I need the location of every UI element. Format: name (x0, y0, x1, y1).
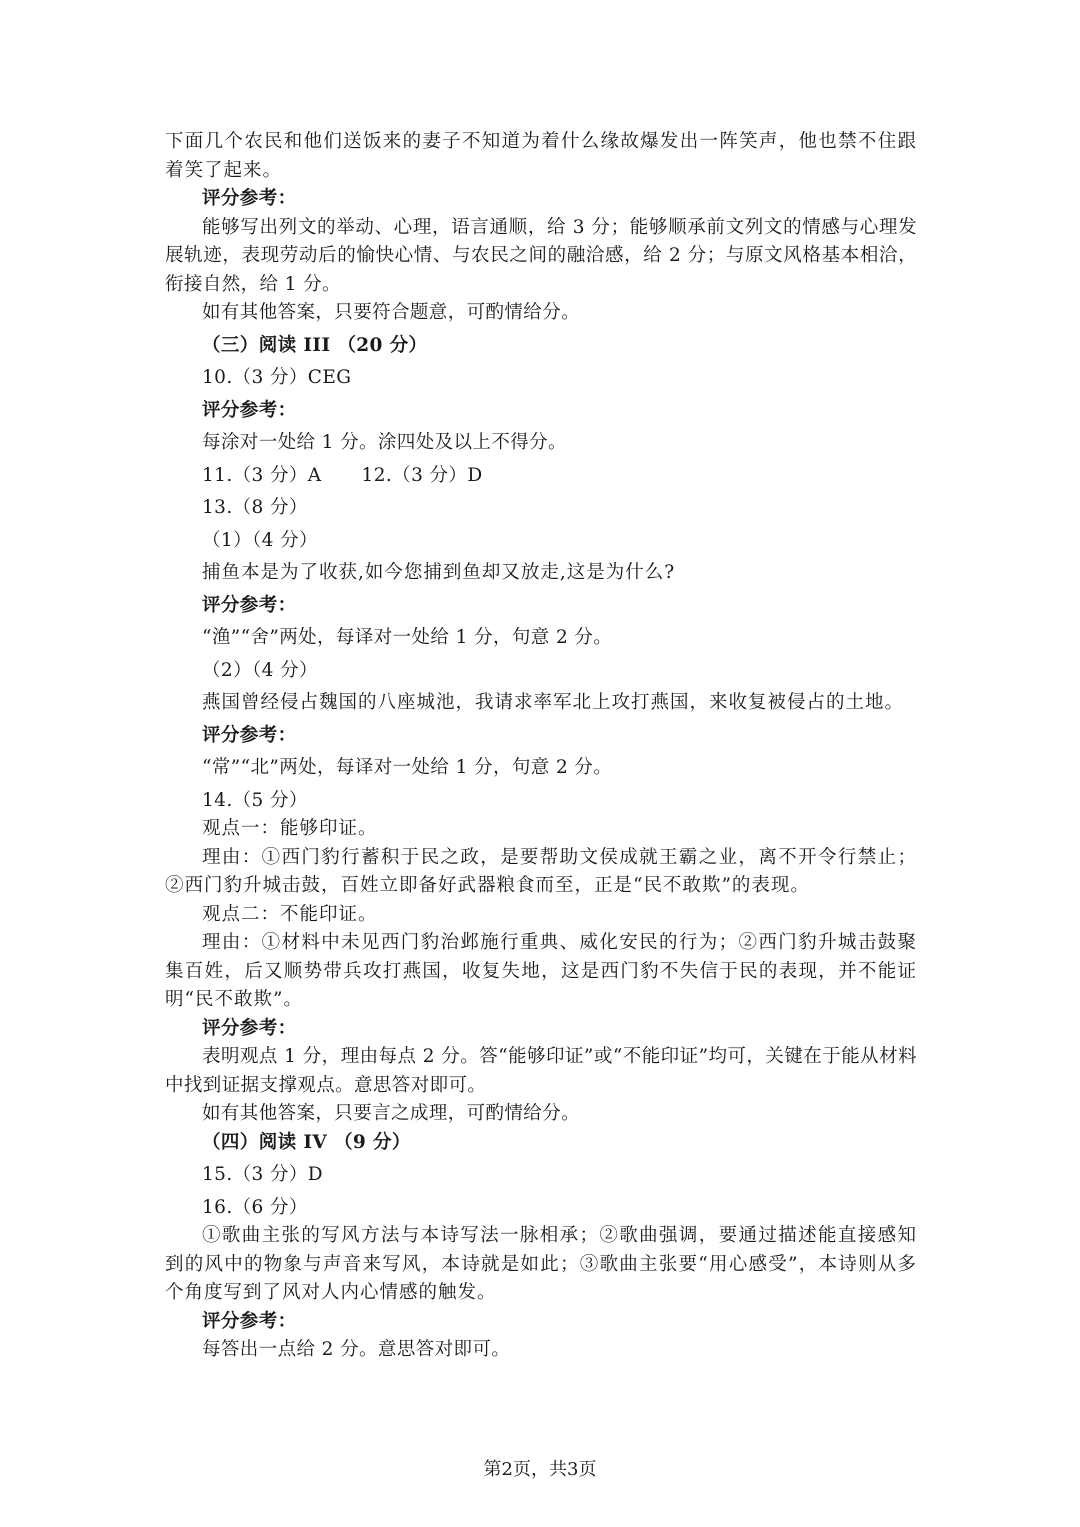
scoring-note: 如有其他答案，只要符合题意，可酌情给分。 (202, 302, 581, 323)
scoring-text: 表明观点 1 分，理由每点 2 分。答“能够印证”或“不能印证”均可，关键在于能从材料中找到证据支撑观点。意思答对即可。 (165, 1046, 917, 1096)
answer-q11-q12 (165, 462, 917, 491)
scoring-heading: 评分参考： (202, 188, 297, 209)
scoring-heading: 评分参考： (202, 1310, 297, 1332)
scoring-text: 每答出一点给 2 分。意思答对即可。 (202, 1339, 511, 1360)
viewpoint-2: 观点二：不能印证。 (202, 903, 378, 925)
passage-continuation: 下面几个农民和他们送饭来的妻子不知道为着什么缘故爆发出一阵笑声，他也禁不住跟着笑了起来。 (165, 131, 917, 181)
answer-q14: 14.（5 分） (202, 789, 308, 811)
answer-q15: 15.（3 分）D (202, 1164, 324, 1185)
scoring-note: 如有其他答案，只要言之成理，可酌情给分。 (202, 1103, 581, 1124)
scoring-heading: 评分参考： (202, 594, 297, 616)
page-number: 第2页，共3页 (483, 1459, 597, 1480)
section-heading-reading-3: （三）阅读 III （20 分） (202, 334, 428, 356)
scoring-text: 能够写出列文的举动、心理，语言通顺，给 3 分；能够顺承前文列文的情感与心理发展轨迹，表现劳动后的愉快心情、与农民之间的融洽感，给 2 分；与原文风格基本相洽，衔接自然，给 1 分。 (165, 216, 917, 295)
answer-key-page (165, 128, 917, 1365)
answer-q13-part2: （2）（4 分） (202, 659, 318, 681)
viewpoint-1: 观点一：能够印证。 (202, 818, 378, 839)
scoring-heading: 评分参考： (202, 724, 297, 746)
answer-q13: 13.（8 分） (202, 497, 308, 518)
translation-2: 燕国曾经侵占魏国的八座城池，我请求率军北上攻打燕国，来收复被侵占的土地。 (202, 692, 905, 713)
scoring-text: “常”“北”两处，每译对一处给 1 分，句意 2 分。 (202, 757, 613, 778)
answer-q13-part1: （1）（4 分） (202, 529, 318, 551)
answer-q10: 10.（3 分）CEG (202, 367, 352, 388)
scoring-heading: 评分参考： (202, 1017, 297, 1039)
answer-q12: 12.（3 分）D (361, 464, 483, 486)
answer-q16: 16.（6 分） (202, 1196, 308, 1218)
scoring-heading: 评分参考： (202, 399, 297, 421)
section-heading-reading-4: （四）阅读 IV （9 分） (202, 1131, 411, 1153)
reason-2: 理由：①材料中未见西门豹治邺施行重典、威化安民的行为；②西门豹升城击鼓聚集百姓，后又顺势带兵攻打燕国，收复失地，这是西门豹不失信于民的表现，并不能证明“民不敢欺”。 (165, 932, 917, 1010)
translation-1: 捕鱼本是为了收获,如今您捕到鱼却又放走,这是为什么? (202, 562, 676, 583)
answer-q11: 11.（3 分）A (202, 464, 322, 486)
scoring-text: 每涂对一处给 1 分。涂四处及以上不得分。 (202, 432, 567, 453)
reason-1: 理由：①西门豹行蓄积于民之政，是要帮助文侯成就王霸之业，离不开令行禁止；②西门豹升城击鼓，百姓立即备好武器粮食而至，正是“民不敢欺”的表现。 (165, 846, 917, 896)
scoring-text: “渔”“舍”两处，每译对一处给 1 分，句意 2 分。 (202, 627, 613, 648)
answer-q16-text: ①歌曲主张的写风方法与本诗写法一脉相承；②歌曲强调，要通过描述能直接感知到的风中的物象与声音来写风，本诗就是如此；③歌曲主张要“用心感受”，本诗则从多个角度写到了风对人内心情感的触发。 (165, 1225, 917, 1303)
